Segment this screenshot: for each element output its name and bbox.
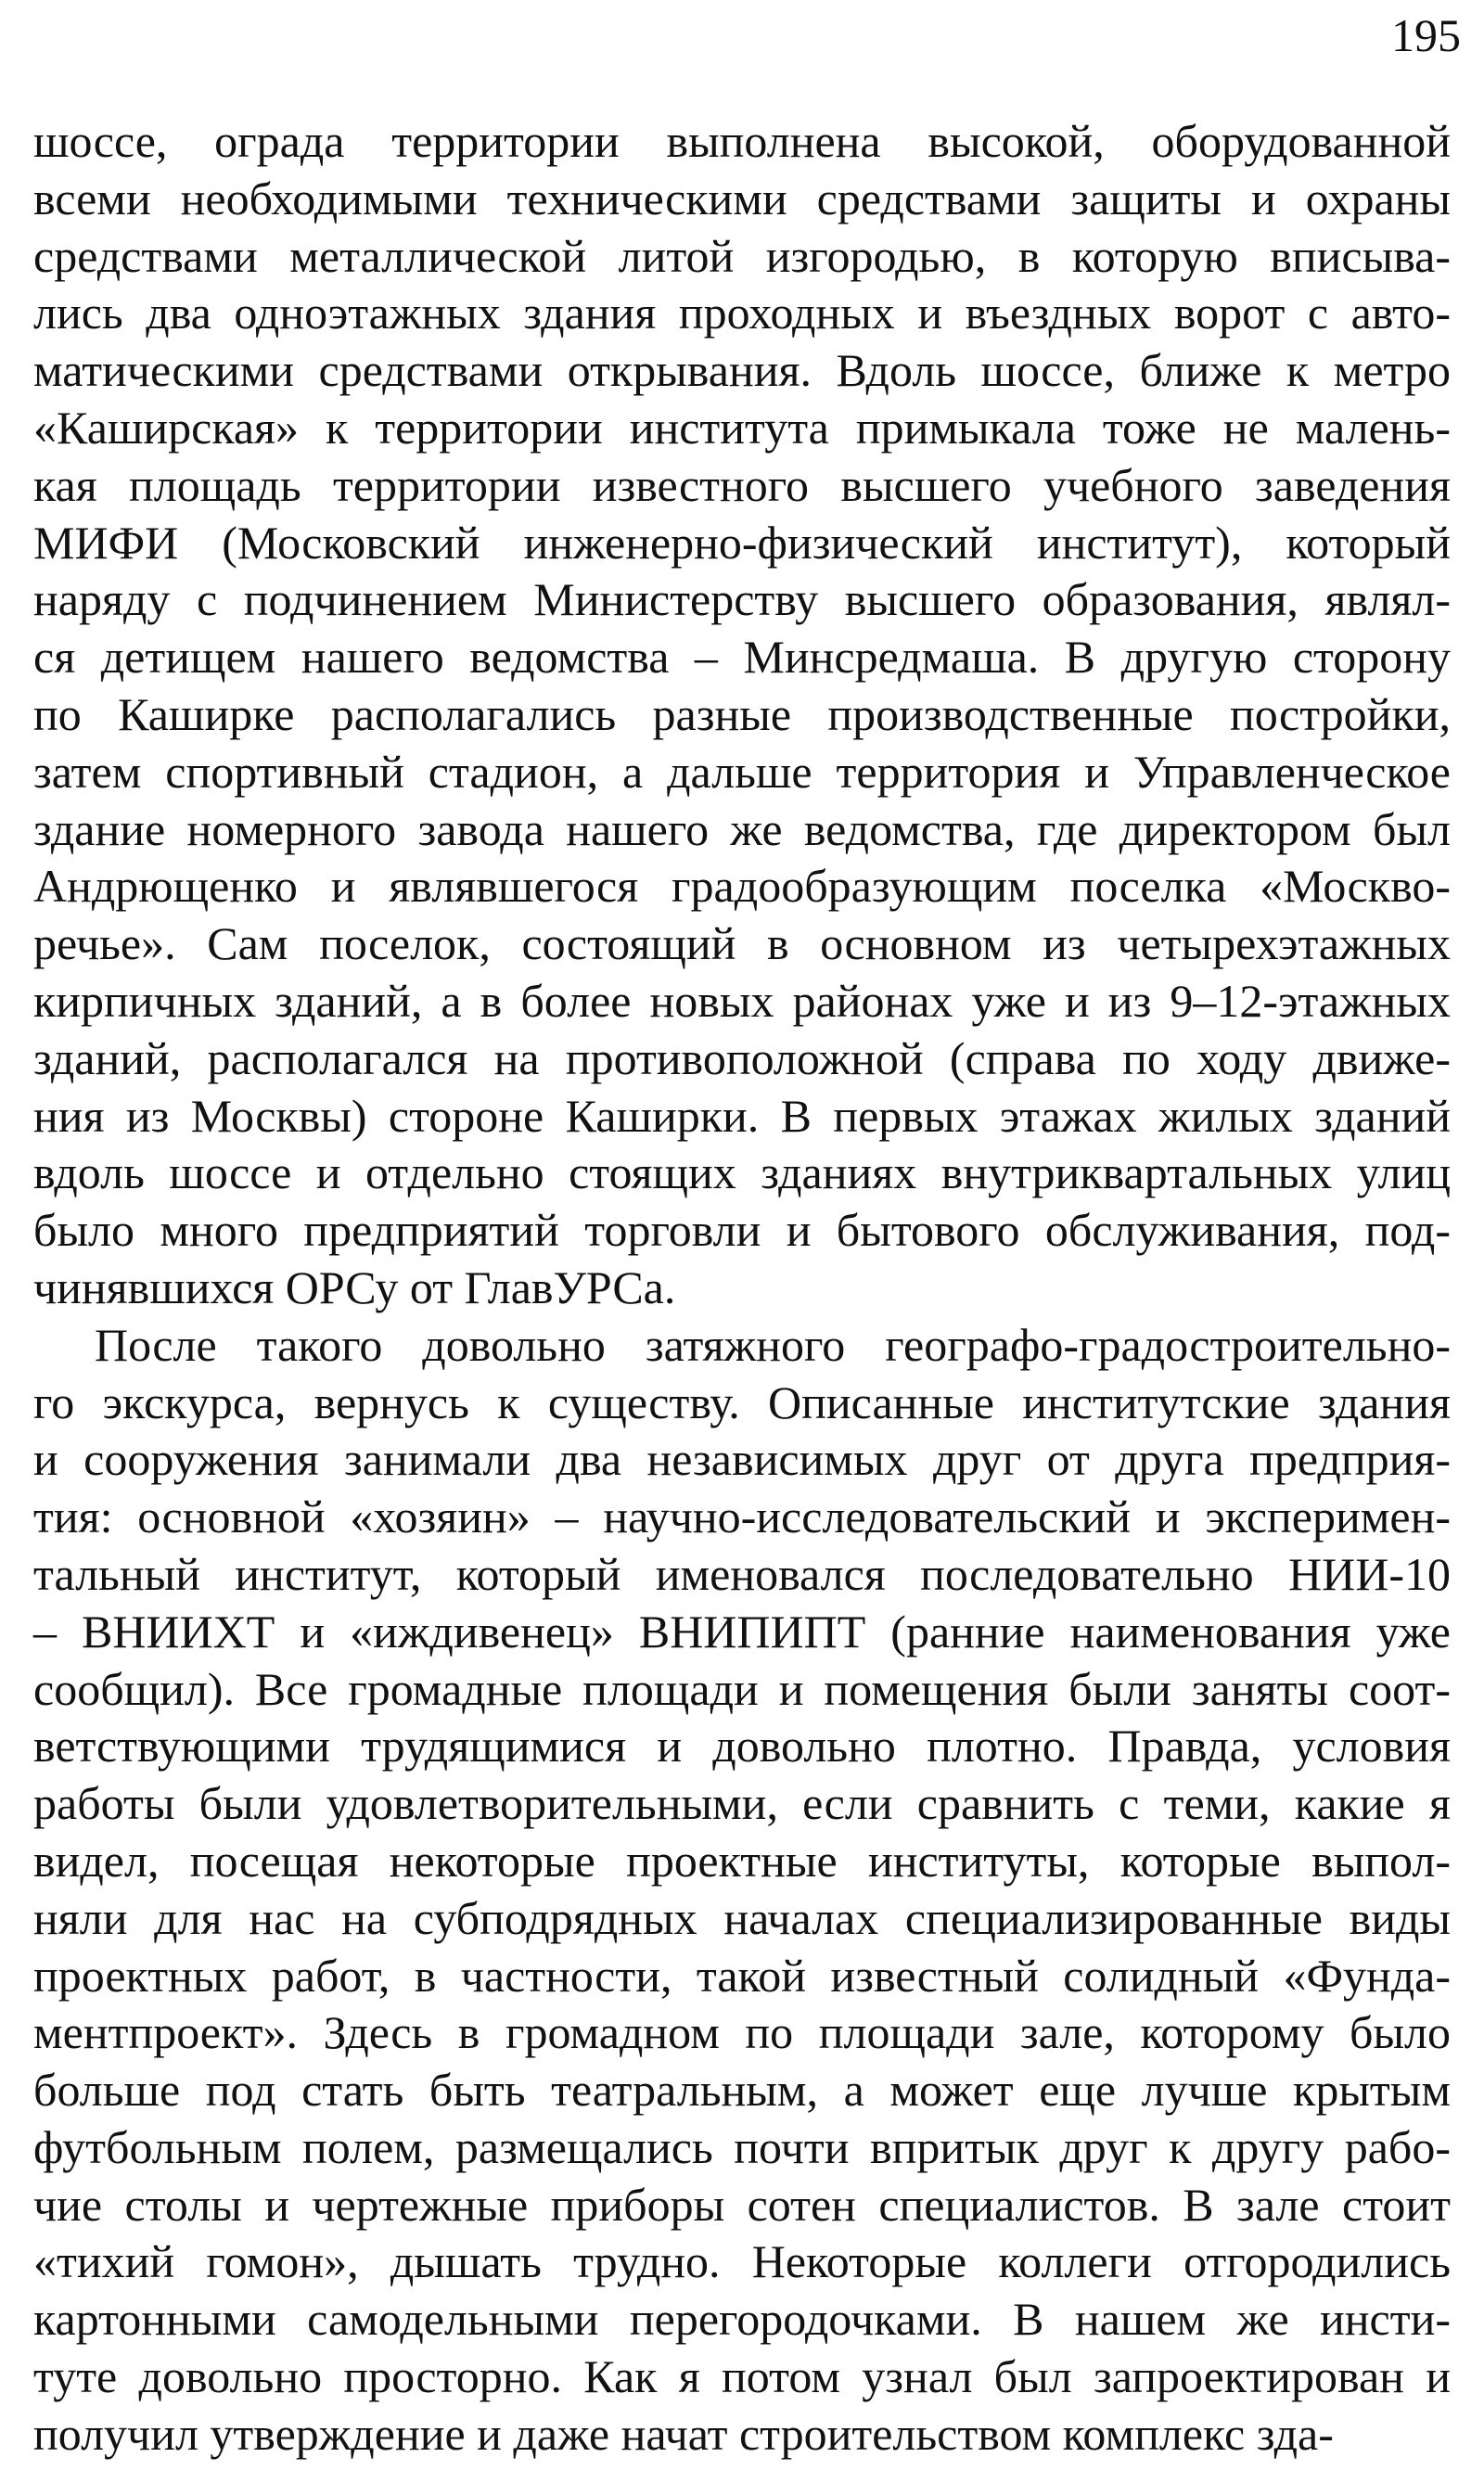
text-line: МИФИ (Московский инженерно-физический институт), который [33, 516, 1451, 569]
text-line: затем спортивный стадион, а дальше территория и Управленческое [33, 745, 1451, 798]
text-line: было много предприятий торговли и бытового обслуживания, под- [33, 1204, 1451, 1257]
text-line: чие столы и чертежные приборы сотен специалистов. В зале стоит [33, 2178, 1451, 2231]
text-line: ния из Москвы) стороне Каширки. В первых этажах жилых зданий [33, 1089, 1451, 1142]
text-line: проектных работ, в частности, такой известный солидный «Фунда- [33, 1949, 1451, 2002]
text-line: После такого довольно затяжного географо-градостроительно- [95, 1318, 1451, 1371]
text-line: – ВНИИХТ и «иждивенец» ВНИПИПТ (ранние наименования уже [33, 1605, 1451, 1657]
text-line: кирпичных зданий, а в более новых районах уже и из 9–12-этажных [33, 974, 1451, 1027]
page-number: 195 [1391, 9, 1461, 61]
body-text [33, 113, 1451, 2464]
text-line: туте довольно просторно. Как я потом узнал был запроектирован и [33, 2350, 1451, 2403]
text-line: кая площадь территории известного высшего учебного заведения [33, 458, 1451, 511]
text-line: чинявшихся ОРСу от ГлавУРСа. [33, 1261, 676, 1313]
text-line: шоссе, ограда территории выполнена высокой, оборудованной [33, 115, 1451, 167]
text-line: «тихий гомон», дышать трудно. Некоторые коллеги отгородились [33, 2235, 1451, 2288]
text-line: ветствующими трудящимися и довольно плотно. Правда, условия [33, 1720, 1451, 1773]
text-line: ментпроект». Здесь в громадном по площади зале, которому было [33, 2006, 1451, 2059]
text-line: по Каширке располагались разные производственные постройки, [33, 687, 1451, 740]
text-line: сообщил). Все громадные площади и помещения были заняты соот- [33, 1662, 1451, 1715]
text-line: всеми необходимыми техническими средствами защиты и охраны [33, 172, 1451, 224]
text-line: вдоль шоссе и отдельно стоящих зданиях внутриквартальных улиц [33, 1146, 1451, 1199]
text-line: тия: основной «хозяин» – научно-исследовательский и эксперимен- [33, 1491, 1451, 1543]
text-line: «Каширская» к территории института примыкала тоже не малень- [33, 401, 1451, 454]
text-line: работы были удовлетворительными, если сравнить с теми, какие я [33, 1777, 1451, 1830]
text-line: больше под стать быть театральным, а может еще лучше крытым [33, 2064, 1451, 2117]
text-line: матическими средствами открывания. Вдоль шоссе, ближе к метро [33, 344, 1451, 397]
text-line: здание номерного завода нашего же ведомства, где директором был [33, 802, 1451, 855]
text-line: ся детищем нашего ведомства – Минсредмаша. В другую сторону [33, 631, 1451, 684]
text-line: лись два одноэтажных здания проходных и въездных ворот с авто- [33, 287, 1451, 339]
text-line: няли для нас на субподрядных началах специализированные виды [33, 1891, 1451, 1944]
text-line: зданий, располагался на противоположной (справа по ходу движе- [33, 1031, 1451, 1084]
text-line: видел, посещая некоторые проектные институты, которые выпол- [33, 1834, 1451, 1887]
text-line: речье». Сам поселок, состоящий в основном из четырехэтажных [33, 917, 1451, 970]
text-line: получил утверждение и даже начат строительством комплекс зда- [33, 2407, 1334, 2460]
text-line: футбольным полем, размещались почти впритык друг к другу рабо- [33, 2120, 1451, 2173]
text-line: средствами металлической литой изгородью, в которую вписыва- [33, 229, 1451, 282]
text-line: и сооружения занимали два независимых друг от друга предприя- [33, 1433, 1451, 1486]
text-line: наряду с подчинением Министерству высшего образования, являл- [33, 573, 1451, 626]
text-line: картонными самодельными перегородочками. В нашем же инсти- [33, 2293, 1451, 2346]
text-line: тальный институт, который именовался последовательно НИИ-10 [33, 1547, 1451, 1600]
text-line: Андрющенко и являвшегося градообразующим поселка «Москво- [33, 860, 1451, 913]
text-line: го экскурса, вернусь к существу. Описанные институтские здания [33, 1376, 1451, 1428]
